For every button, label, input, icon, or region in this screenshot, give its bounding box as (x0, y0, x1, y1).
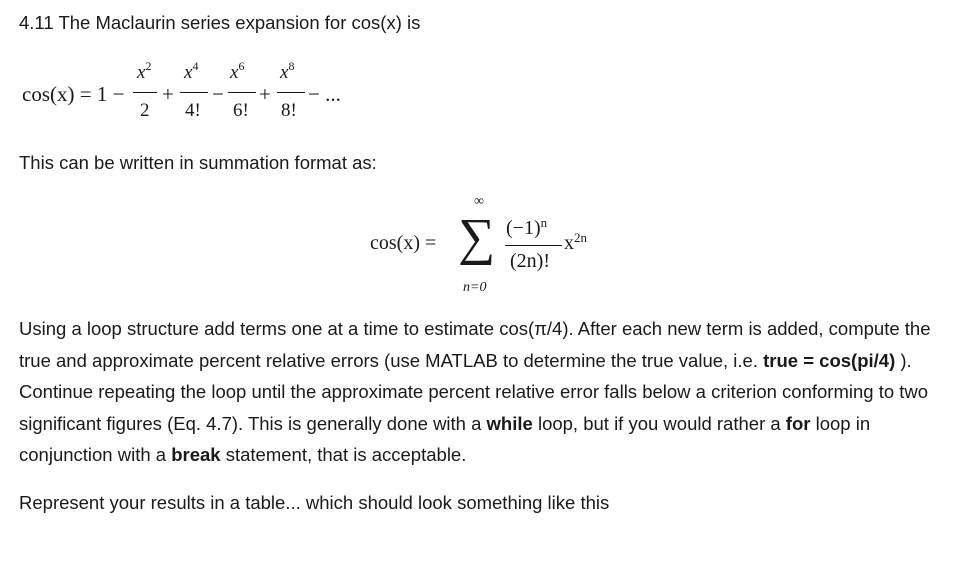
series-term-numerator: $x^4$ (184, 59, 199, 83)
fraction-bar (133, 92, 157, 93)
series-term-numerator: $x^8$ (280, 59, 295, 83)
problem-header (19, 12, 420, 34)
summation-lower-limit: n=0 (463, 280, 487, 295)
fraction-bar (505, 245, 562, 246)
summation-intro: This can be written in summation format as: (19, 152, 377, 173)
fraction-bar (180, 92, 208, 93)
series-operator: + (259, 82, 271, 106)
series-term-denominator: 4! (185, 100, 201, 121)
summation-upper-limit: ∞ (474, 194, 484, 209)
series-operator: − ... (308, 82, 341, 106)
break-keyword: break (171, 444, 221, 465)
series-term-denominator: 8! (281, 100, 297, 121)
series-operator: + (162, 82, 174, 106)
closing-text: Represent your results in a table... which should look something like this (19, 492, 610, 513)
summation-lhs: cos(x) = (370, 232, 437, 254)
while-keyword: while (486, 412, 533, 434)
for-keyword: for (785, 412, 811, 434)
series-term-numerator: $x^6$ (230, 59, 245, 83)
summation-numerator: $(-1)^n$ (506, 215, 548, 239)
series-operator: − (212, 82, 224, 106)
problem-number: 4.11 (19, 12, 54, 33)
true-value-code: true = cos(pi/4) (763, 349, 896, 371)
series-term-numerator: $x^2$ (137, 59, 152, 83)
series-lhs: cos(x) = 1 − (22, 82, 125, 106)
fraction-bar (228, 92, 256, 93)
summation-x-term: $x^{2n}$ (564, 230, 587, 254)
summation-denominator: (2n)! (510, 250, 550, 272)
instruction-paragraph: Using a loop structure add terms one at a time to estimate cos(π/4). After each new term is added, compute the true and approximate percent relative errors (use MATLAB to determine the true value, i.e. true = cos(pi/4) ). Continue repeating the loop until the approximate percent relative error falls below a criterion conforming to two significant figures (Eq. 4.7). This is generally done with a while loop, but if you would rather a for loop in conjunction with a break statement, that is acceptable. (19, 318, 931, 465)
summation-sigma-icon: ∑ (458, 209, 496, 266)
problem-title: The Maclaurin series expansion for cos(x) is (58, 12, 421, 33)
series-term-denominator: 2 (140, 100, 150, 121)
fraction-bar (277, 92, 305, 93)
series-term-denominator: 6! (233, 100, 249, 121)
